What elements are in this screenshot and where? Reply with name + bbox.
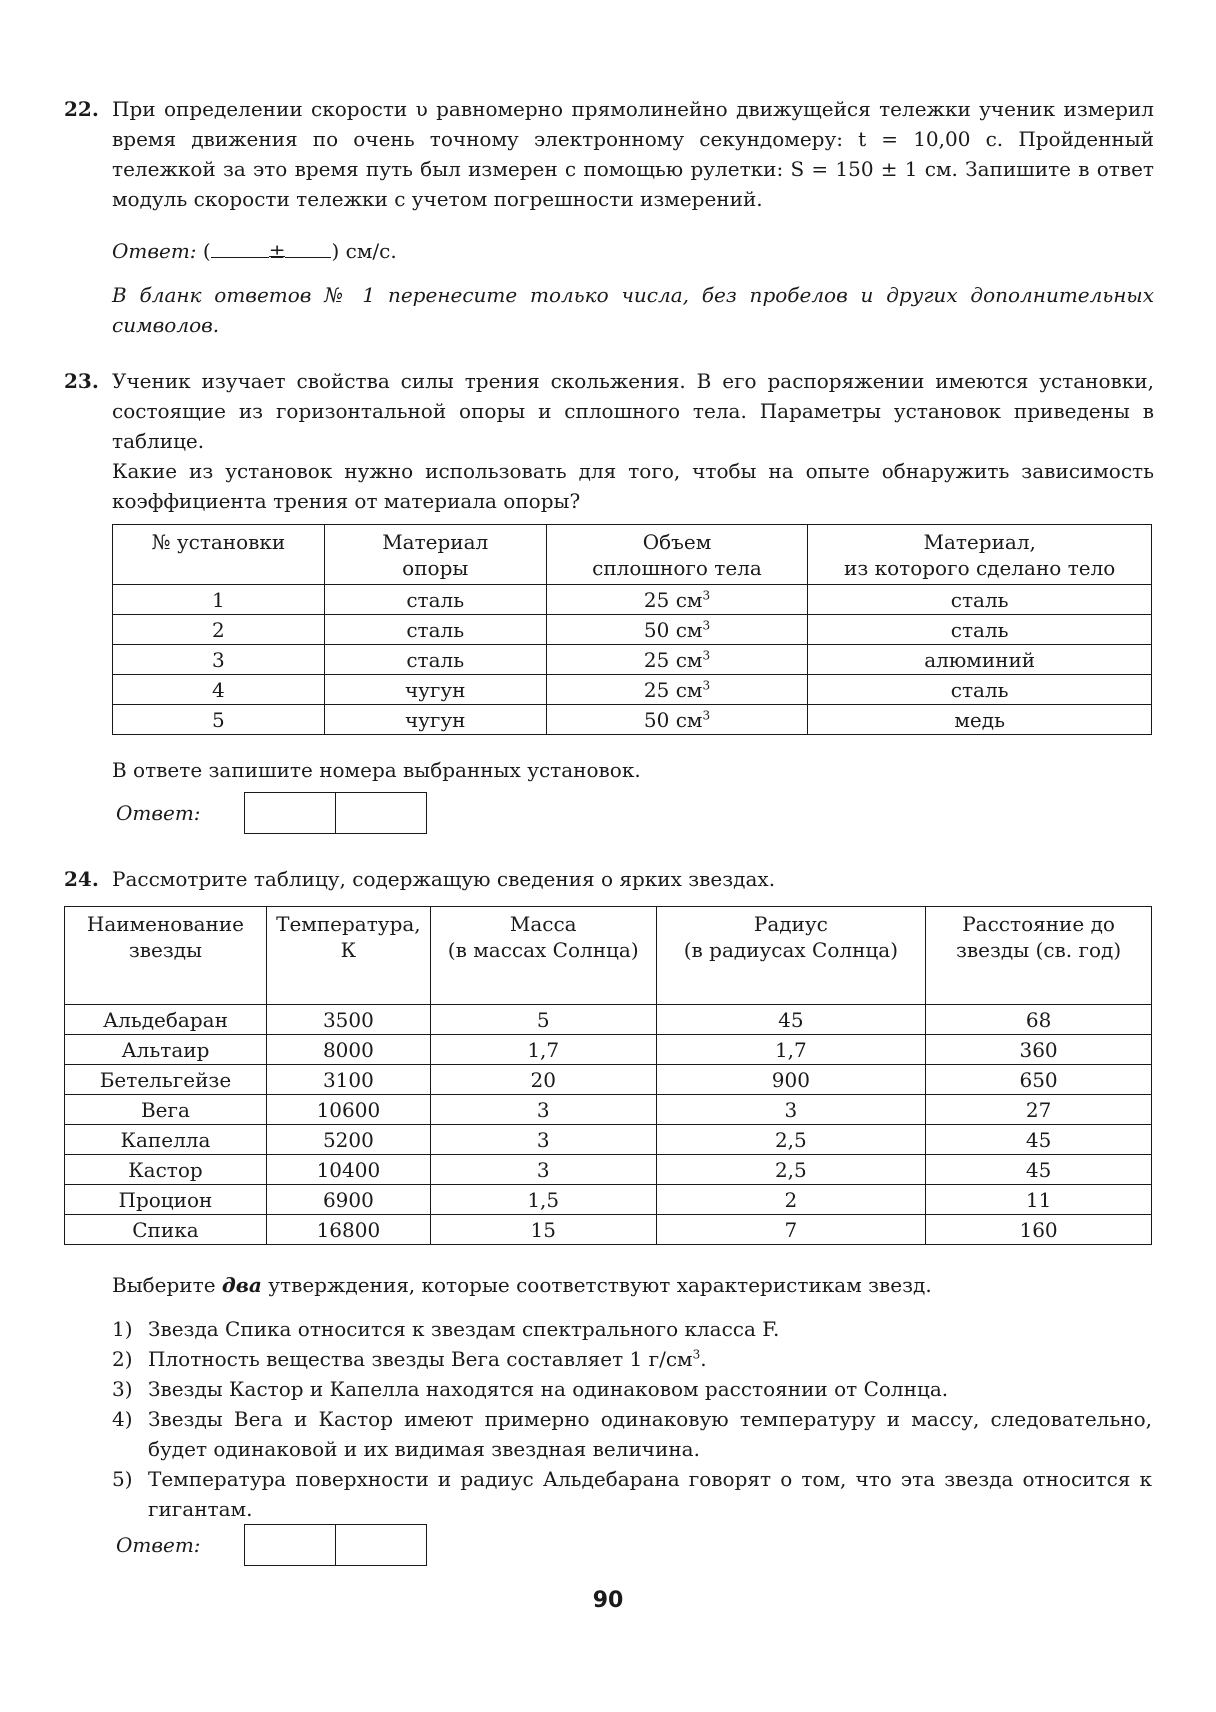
answer-unit: ) см/с. [331, 239, 397, 263]
task-text: При определении скорости υ равномерно прямолинейно движущейся тележки ученик измерил время движения по очень точному электронному секундомеру: t = 10,00 с. Пройденный тележкой за это время путь был измерен с помощью рулетки: S = 150 ± 1 см. Запишите в ответ модуль скорости тележки с учетом погрешности измерений. [112, 97, 1154, 211]
task-text: Рассмотрите таблицу, содержащую сведения о ярких звездах. [112, 867, 776, 891]
emphasis-two: два [221, 1273, 262, 1297]
table-row: Бетельгейзе 3100 20 900 650 [65, 1065, 1152, 1095]
table-row: Кастор 10400 3 2,5 45 [65, 1155, 1152, 1185]
answer-boxes [244, 1524, 427, 1566]
task-24 [64, 864, 1154, 894]
table-row: Капелла 5200 3 2,5 45 [65, 1125, 1152, 1155]
header-star-name: Наименование звезды [65, 907, 267, 1005]
task-text: Ученик изучает свойства силы трения скольжения. В его распоряжении имеются установки, состоящие из горизонтальной опоры и сплошного тела. Параметры установок приведены в таблице. [112, 369, 1154, 453]
table-row: 3 сталь 25 $см^3$ алюминий [113, 645, 1152, 675]
header-distance: Расстояние до звезды (св. год) [926, 907, 1152, 1005]
answer-label: Ответ: [116, 1533, 201, 1557]
task-24-answer [116, 1524, 427, 1566]
answer-line [112, 236, 1154, 266]
header-setup-number: № установки [113, 525, 325, 585]
header-mass: Масса (в массах Солнца) [430, 907, 656, 1005]
table-row: 1 сталь 25 $см^3$ сталь [113, 585, 1152, 615]
table-row: 2 сталь 50 $см^3$ сталь [113, 615, 1152, 645]
option-5: 5) Температура поверхности и радиус Альдебарана говорят о том, что эта звезда относится к гигантам. [112, 1467, 1152, 1521]
table-row: 4 чугун 25 $см^3$ сталь [113, 675, 1152, 705]
task-number: 22. [64, 97, 99, 121]
option-2: 2) Плотность вещества звезды Вега составляет 1 $г/см^3$. [112, 1347, 707, 1371]
answer-cell-2[interactable] [335, 1525, 426, 1565]
task-23-instruction: В ответе запишите номера выбранных установок. [112, 758, 641, 782]
answer-error-blank[interactable] [285, 237, 331, 258]
table-row: 5 чугун 50 $см^3$ медь [113, 705, 1152, 735]
answer-open-paren: ( [202, 239, 211, 263]
plus-minus-sign: ± [269, 236, 286, 257]
answer-cell-1[interactable] [245, 793, 335, 833]
table-row: Вега 10600 3 3 27 [65, 1095, 1152, 1125]
answer-label: Ответ: [116, 801, 201, 825]
header-radius: Радиус (в радиусах Солнца) [656, 907, 926, 1005]
task-number: 24. [64, 867, 99, 891]
table-row: Альдебаран 3500 5 45 68 [65, 1005, 1152, 1035]
setups-table [112, 524, 1152, 735]
header-support-material: Материал опоры [324, 525, 546, 585]
answer-cell-1[interactable] [245, 1525, 335, 1565]
answer-cell-2[interactable] [335, 793, 426, 833]
header-body-material: Материал, из которого сделано тело [808, 525, 1152, 585]
header-temperature: Температура, К [266, 907, 430, 1005]
stars-table [64, 906, 1152, 1245]
task-23-answer [116, 792, 427, 834]
task-number: 23. [64, 369, 99, 393]
task-24-options [112, 1314, 1152, 1524]
task-22 [64, 94, 1154, 340]
task-24-prompt: Выберите два утверждения, которые соответствуют характеристикам звезд. [112, 1273, 932, 1297]
header-body-volume: Объем сплошного тела [546, 525, 808, 585]
table-row: Альтаир 8000 1,7 1,7 360 [65, 1035, 1152, 1065]
answer-value-blank[interactable] [211, 237, 269, 258]
answer-label: Ответ: [112, 239, 197, 263]
option-4: 4) Звезды Вега и Кастор имеют примерно одинаковую температуру и массу, следовательно, будет одинаковой и их видимая звездная величина. [112, 1407, 1152, 1461]
table-row: Спика 16800 15 7 160 [65, 1215, 1152, 1245]
task-question: Какие из установок нужно использовать для того, чтобы на опыте обнаружить зависимость коэффициента трения от материала опоры? [112, 459, 1154, 513]
task-23 [64, 366, 1154, 516]
transfer-note: В бланк ответов № 1 перенесите только числа, без пробелов и других дополнительных символов. [112, 283, 1154, 337]
table-row: Процион 6900 1,5 2 11 [65, 1185, 1152, 1215]
page-number: 90 [592, 1588, 624, 1613]
option-3: 3) Звезды Кастор и Капелла находятся на одинаковом расстоянии от Солнца. [112, 1377, 949, 1401]
answer-boxes [244, 792, 427, 834]
option-1: 1) Звезда Спика относится к звездам спектрального класса F. [112, 1317, 780, 1341]
